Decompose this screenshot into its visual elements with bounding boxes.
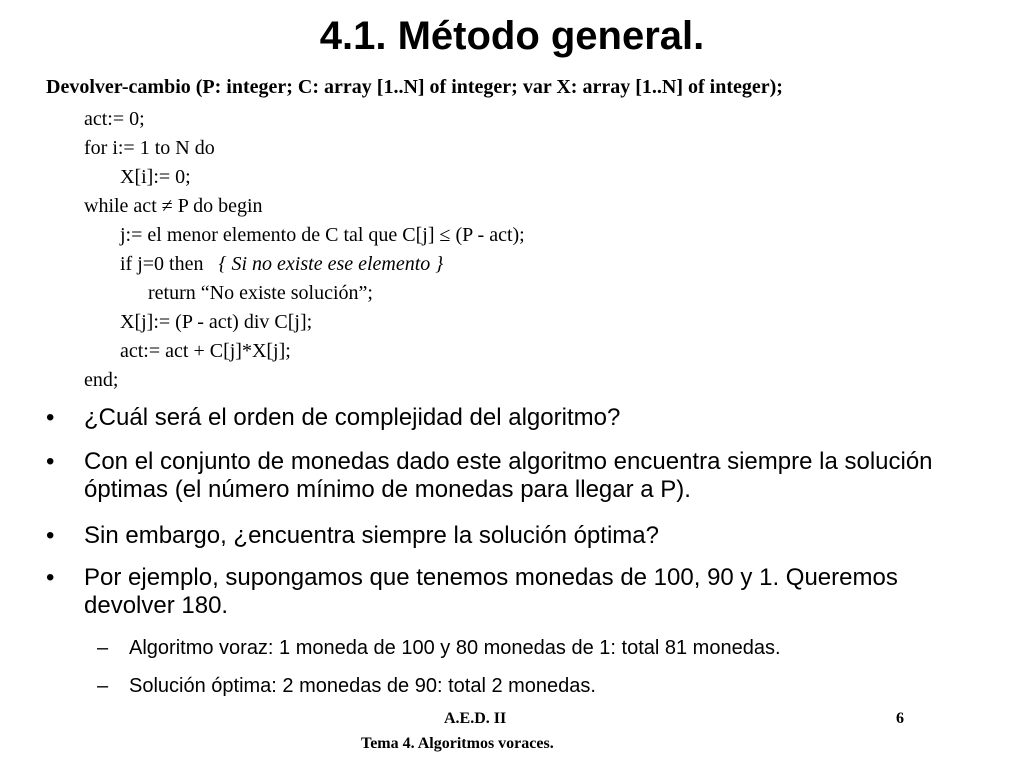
footer-topic: Tema 4. Algoritmos voraces.	[361, 735, 554, 752]
dash-icon: –	[97, 637, 109, 659]
code-line: act:= act + C[j]*X[j];	[120, 340, 291, 362]
code-line: while act ≠ P do begin	[84, 195, 263, 217]
bullet-icon: •	[46, 448, 55, 475]
bullet-text: Por ejemplo, supongamos que tenemos monedas de 100, 90 y 1. Queremos devolver 180.	[84, 564, 898, 619]
slide-title: 4.1. Método general.	[319, 14, 705, 58]
code-text: if j=0 then	[120, 253, 204, 275]
procedure-signature: Devolver-cambio (P: integer; C: array [1..N] of integer; var X: array [1..N] of integer);	[46, 76, 783, 98]
code-line: end;	[84, 369, 119, 391]
bullet-icon: •	[46, 564, 55, 591]
code-line: return “No existe solución”;	[148, 282, 373, 304]
code-line: act:= 0;	[84, 108, 145, 130]
sub-bullet-text: Solución óptima: 2 monedas de 90: total 2 monedas.	[129, 675, 596, 697]
bullet-text: ¿Cuál será el orden de complejidad del algoritmo?	[84, 404, 621, 431]
sub-bullet-text: Algoritmo voraz: 1 moneda de 100 y 80 monedas de 1: total 81 monedas.	[129, 637, 781, 659]
footer-page-number: 6	[896, 710, 904, 727]
code-line: X[j]:= (P - act) div C[j];	[120, 311, 313, 333]
footer-course: A.E.D. II	[444, 710, 507, 727]
code-line: j:= el menor elemento de C tal que C[j] ≤ (P - act);	[120, 224, 525, 246]
code-line: for i:= 1 to N do	[84, 137, 215, 159]
bullet-text: Sin embargo, ¿encuentra siempre la solución óptima?	[84, 522, 659, 549]
code-comment: { Si no existe ese elemento }	[218, 253, 444, 275]
code-line	[120, 252, 443, 276]
bullet-icon: •	[46, 404, 55, 431]
code-line: X[i]:= 0;	[120, 166, 191, 188]
bullet-text: Con el conjunto de monedas dado este algoritmo encuentra siempre la solución óptimas (el número mínimo de monedas para llegar a P).	[84, 448, 933, 503]
dash-icon: –	[97, 675, 109, 697]
bullet-icon: •	[46, 522, 55, 549]
